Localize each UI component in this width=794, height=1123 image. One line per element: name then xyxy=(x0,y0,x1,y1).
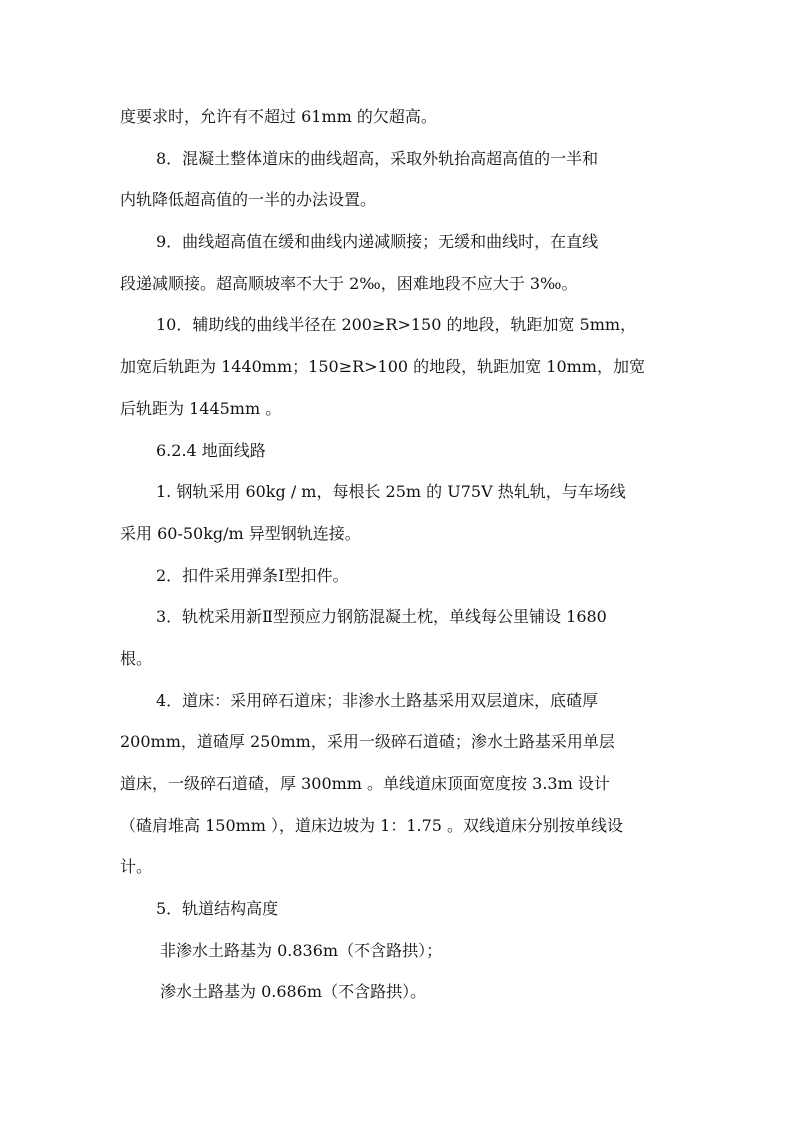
text-line: 加宽后轨距为 1440mm；150≥R>100 的地段，轨距加宽 10mm，加宽 xyxy=(120,357,645,377)
text-line: 后轨距为 1445mm 。 xyxy=(120,398,282,418)
text-line: 5．轨道结构高度 xyxy=(156,899,279,919)
text-line: 度要求时，允许有不超过 61mm 的欠超高。 xyxy=(120,107,437,126)
text-line: 9．曲线超高值在缓和曲线内递减顺接；无缓和曲线时，在直线 xyxy=(156,232,599,252)
text-line: 4．道床：采用碎石道床；非渗水土路基采用双层道床，底碴厚 xyxy=(156,690,599,710)
text-line: 渗水土路基为 0.686m（不含路拱）。 xyxy=(160,982,427,1002)
text-line: 非渗水土路基为 0.836m（不含路拱）； xyxy=(160,940,443,960)
text-line: 10．辅助线的曲线半径在 200≥R>150 的地段，轨距加宽 5mm， xyxy=(156,315,637,335)
text-line: 1. 钢轨采用 60kg / m，每根长 25m 的 U75V 热轧轨，与车场线 xyxy=(156,482,626,502)
text-line: 采用 60-50kg/m 异型钢轨连接。 xyxy=(120,523,361,543)
text-line: 8．混凝土整体道床的曲线超高，采取外轨抬高超高值的一半和 xyxy=(156,148,599,168)
text-line: 3．轨枕采用新Ⅱ型预应力钢筋混凝土枕，单线每公里铺设 1680 xyxy=(156,607,607,627)
text-line: 200mm，道碴厚 250mm，采用一级碎石道碴；渗水土路基采用单层 xyxy=(120,732,615,752)
text-line: （碴肩堆高 150mm ），道床边坡为 1：1.75 。双线道床分别按单线设 xyxy=(120,815,624,835)
text-line: 内轨降低超高值的一半的办法设置。 xyxy=(120,190,377,210)
text-line: 2．扣件采用弹条Ⅰ型扣件。 xyxy=(156,565,349,585)
document-body xyxy=(120,96,676,1013)
text-line: 计。 xyxy=(120,857,153,877)
section-heading: 6.2.4 地面线路 xyxy=(156,440,266,460)
text-line: 段递减顺接。超高顺坡率不大于 2‰，困难地段不应大于 3‰。 xyxy=(120,273,578,293)
text-line: 根。 xyxy=(120,648,153,668)
text-line: 道床，一级碎石道碴，厚 300mm 。单线道床顶面宽度按 3.3m 设计 xyxy=(120,774,610,793)
